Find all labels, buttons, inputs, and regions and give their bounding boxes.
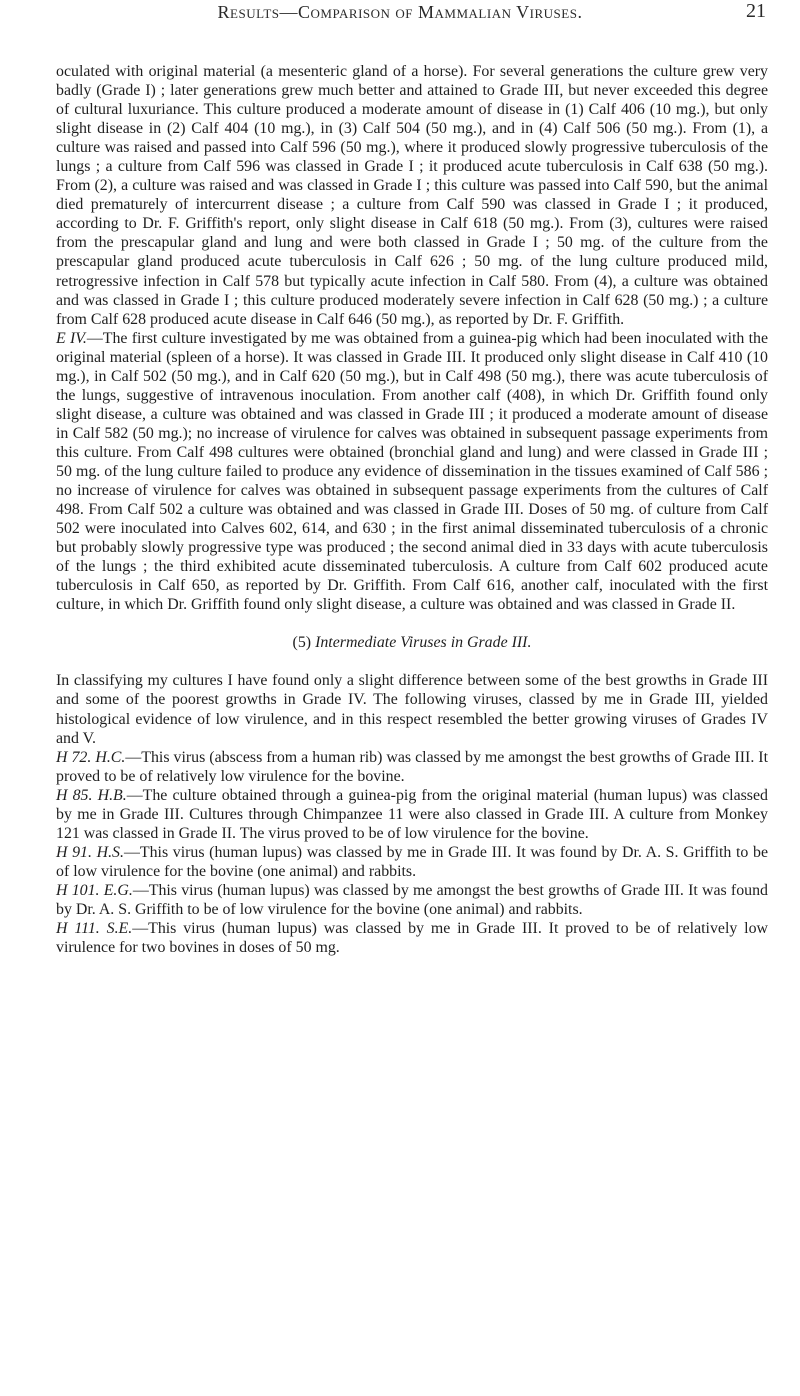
page-header (28, 0, 772, 60)
section-title: Intermediate Viruses in Grade III. (315, 634, 532, 652)
paragraph-text: —This virus (human lupus) was classed by me in Grade III. It proved to be of relatively low virulence for two bovines in doses of 50 mg. (56, 920, 769, 957)
paragraph-text: —This virus (human lupus) was classed by me amongst the best growths of Grade III. It was found by Dr. A. S. Griffith to be of low virulence for the bovine (one animal) and rabbits. (56, 881, 768, 918)
paragraph (56, 786, 768, 843)
virus-label: H 85. H.B. (56, 786, 127, 804)
virus-label: H 91. H.S. (56, 843, 124, 861)
paragraph (56, 881, 768, 919)
paragraph-text: —This virus (abscess from a human rib) was classed by me amongst the best growths of Grade III. It proved to be of relatively low virulence for the bovine. (56, 748, 768, 785)
virus-label: H 101. E.G. (56, 881, 133, 899)
paragraph-text: —The first culture investigated by me was obtained from a guinea-pig which had been inoculated with the original material (spleen of a horse). It was classed in Grade III. It produced only slight disease in Calf 410 (10 mg.), in Calf 502 (50 mg.), and in Calf 620 (50 mg.), but in Calf 498 (50 mg.), there was acute tuberculosis of the lungs, suggestive of intravenous inoculation. From another calf (408), in which Dr. Griffith found only slight disease, a culture was obtained and was classed in Grade III ; it produced a moderate amount of disease in Calf 582 (50 mg.); no increase of virulence for calves was obtained in subsequent passage experiments from this culture. From Calf 498 cultures were obtained (bronchial gland and lung) and were classed in Grade III ; 50 mg. of the lung culture failed to produce any evidence of dissemination in the tissues examined of Calf 586 ; no increase of virulence for calves was obtained in subsequent passage experiments from the cultures of Calf 498. From Calf 502 a culture was obtained and was classed in Grade III. Doses of 50 mg. of culture from Calf 502 were inoculated into Calves 602, 614, and 630 ; in the first animal disseminated tuberculosis of a chronic but probably slowly progressive type was produced ; the second animal died in 33 days with acute tuberculosis of the lungs ; the third exhibited acute disseminated tuberculosis. A culture from Calf 602 produced acute tuberculosis in Calf 650, as reported by Dr. Griffith. From Calf 616, another calf, inoculated with the first culture, in which Dr. Griffith found only slight disease, a culture was obtained and was classed in Grade II. (56, 329, 768, 614)
virus-label: E IV. (56, 329, 87, 347)
virus-label: H 111. S.E. (56, 920, 133, 938)
running-head: Results—Comparison of Mammalian Viruses. (217, 2, 583, 22)
paragraph (56, 671, 768, 747)
paragraph (56, 748, 768, 786)
page-number: 21 (746, 0, 766, 22)
section-number: (5) (292, 634, 312, 652)
paragraph (56, 919, 768, 957)
paragraph-text: —This virus (human lupus) was classed by me in Grade III. It was found by Dr. A. S. Griffith to be of low virulence for the bovine (one animal) and rabbits. (56, 843, 768, 880)
virus-label: H 72. H.C. (56, 748, 126, 766)
section-heading (56, 633, 768, 652)
body-text (56, 62, 768, 957)
paragraph (56, 843, 768, 881)
paragraph-text: oculated with original material (a mesenteric gland of a horse). For several generations the culture grew very badly (Grade I) ; later generations grew much better and attained to Grade III, but never exceeded this degree of cultural luxuriance. This culture produced a moderate amount of disease in (1) Calf 406 (10 mg.), but only slight disease in (2) Calf 404 (10 mg.), in (3) Calf 504 (50 mg.), and in (4) Calf 506 (50 mg.). From (1), a culture was raised and passed into Calf 596 (50 mg.), where it produced slowly progressive tuberculosis of the lungs ; a culture from Calf 596 was classed in Grade I ; it produced acute tuberculosis in Calf 638 (50 mg.). From (2), a culture was raised and was classed in Grade I ; this culture was passed into Calf 590, but the animal died prematurely of intercurrent disease ; a culture from Calf 590 was classed in Grade I ; it produced, according to Dr. F. Griffith's report, only slight disease in Calf 618 (50 mg.). From (3), cultures were raised from the prescapular gland and lung and were both classed in Grade I ; 50 mg. of the culture from the prescapular gland produced acute tuberculosis in Calf 626 ; 50 mg. of the lung culture produced mild, retrogressive infection in Calf 578 but typically acute infection in Calf 580. From (4), a culture was obtained and was classed in Grade I ; this culture produced moderately severe infection in Calf 628 (50 mg.) ; a culture from Calf 628 produced acute disease in Calf 646 (50 mg.), as reported by Dr. F. Griffith. (56, 63, 768, 328)
paragraph-text: —The culture obtained through a guinea-pig from the original material (human lupus) was classed by me in Grade III. Cultures through Chimpanzee 11 were also classed in Grade III. A culture from Monkey 121 was classed in Grade II. The virus proved to be of low virulence for the bovine. (56, 786, 768, 842)
paragraph-text: In classifying my cultures I have found only a slight difference between some of the best growths in Grade III and some of the poorest growths in Grade IV. The following viruses, classed by me in Grade III, yielded histological evidence of low virulence, and in this respect resembled the better growing viruses of Grades IV and V. (56, 672, 768, 747)
paragraph (56, 329, 768, 615)
paragraph (56, 62, 768, 329)
